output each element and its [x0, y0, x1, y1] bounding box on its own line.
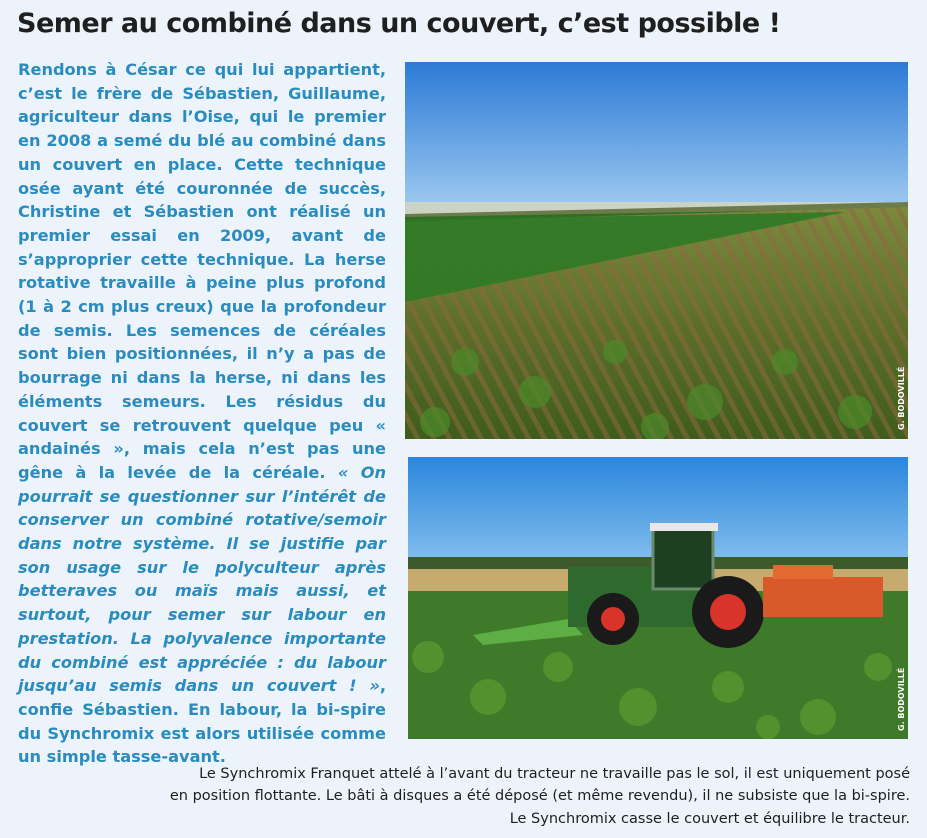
caption-line: Le Synchromix Franquet attelé à l’avant du tracteur ne travaille pas le sol, il est uniquement posé: [199, 766, 910, 782]
field-photo: [405, 62, 908, 439]
photo-credit: G. BODOVILLÉ: [897, 366, 906, 430]
caption-line: en position flottante. Le bâti à disques a été déposé (et même revendu), il ne subsiste que la bi-spire.: [169, 788, 910, 805]
body-paragraph: [18, 58, 386, 769]
body-paragraph-text: Rendons à César ce qui lui appartient, c’est le frère de Sébastien, Guillaume, agriculteur dans l’Oise, qui le premier en 2008 a semé du blé au combiné dans un couvert en place. Cette technique osée ayant été couronnée de succès, Christine et Sébastien ont réalisé un premier essai en 2009, avant de s’approprier cette technique. La herse rotative travaille à peine plus profond (1 à 2 cm plus creux) que la profondeur de semis. Les semences de céréales sont bien positionnées, il n’y a pas de bourrage ni dans la herse, ni dans les éléments semeurs. Les résidus du couvert se retrouvent quelque peu « andainés », mais cela n’est pas une gêne à la levée de la céréale.: [18, 60, 386, 482]
tractor-photo: [408, 457, 908, 739]
caption-line: Le Synchromix casse le couvert et équilibre le tracteur.: [509, 810, 910, 827]
quote-text: « On pourrait se questionner sur l’intérêt de conserver un combiné rotative/semoir dans notre système. Il se justifie par son usage sur le polyculteur après betteraves ou maïs mais aussi, et surtout, pour semer sur labour en prestation. La polyvalence importante du combiné est appréciée : du labour jusqu’au semis dans un couvert ! »: [18, 462, 386, 696]
article-body: [18, 58, 386, 769]
article-title: Semer au combiné dans un couvert, c’est possible !: [17, 8, 781, 39]
quote-attribution: , confie Sébastien.: [18, 676, 386, 719]
photo-credit: G. BODOVILLÉ: [897, 667, 906, 731]
closing-text: En labour, la bi-spire du Synchromix est alors utilisée comme un simple tasse-avant.: [18, 699, 387, 767]
photo-caption: [110, 763, 910, 830]
